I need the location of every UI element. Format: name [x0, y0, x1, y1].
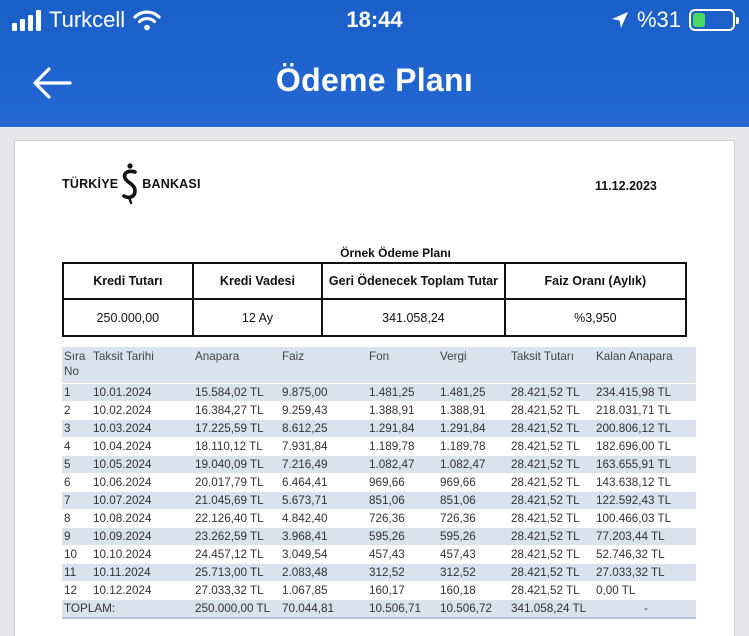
table-cell: 1.189,78	[367, 437, 438, 455]
table-row	[62, 563, 696, 581]
table-cell: 10.09.2024	[91, 527, 193, 545]
summary-header-amount: Kredi Tutarı	[63, 263, 193, 299]
table-cell: 10.04.2024	[91, 437, 193, 455]
table-cell: 7	[62, 491, 91, 509]
table-cell: 24.457,12 TL	[193, 545, 280, 563]
loan-summary-table	[62, 262, 687, 337]
table-cell: 100.466,03 TL	[594, 509, 696, 527]
total-cell: 70.044,81	[280, 599, 367, 618]
table-cell: 1.082,47	[367, 455, 438, 473]
table-cell: 20.017,79 TL	[193, 473, 280, 491]
table-cell: 21.045,69 TL	[193, 491, 280, 509]
summary-value-term: 12 Ay	[193, 299, 323, 336]
column-header-tax: Vergi	[438, 347, 509, 383]
column-header-sira	[62, 347, 91, 383]
summary-header-term: Kredi Vadesi	[193, 263, 323, 299]
table-row	[62, 455, 696, 473]
total-cell: 341.058,24 TL	[509, 599, 594, 618]
table-cell: 1.082,47	[438, 455, 509, 473]
table-cell: 28.421,52 TL	[509, 563, 594, 581]
table-cell: 10.08.2024	[91, 509, 193, 527]
table-cell: 6.464,41	[280, 473, 367, 491]
table-cell: 457,43	[438, 545, 509, 563]
app-header	[0, 0, 749, 127]
summary-value-rate: %3,950	[505, 299, 686, 336]
table-cell: 6	[62, 473, 91, 491]
table-cell: 1.291,84	[367, 419, 438, 437]
table-cell: 25.713,00 TL	[193, 563, 280, 581]
table-cell: 2.083,48	[280, 563, 367, 581]
bank-name-left: TÜRKİYE	[62, 177, 119, 191]
table-cell: 1.189,78	[438, 437, 509, 455]
table-row	[62, 527, 696, 545]
table-cell: 18.110,12 TL	[193, 437, 280, 455]
table-cell: 10.10.2024	[91, 545, 193, 563]
summary-header-total: Geri Ödenecek Toplam Tutar	[322, 263, 504, 299]
table-cell: 10.01.2024	[91, 383, 193, 401]
table-cell: 16.384,27 TL	[193, 401, 280, 419]
column-header-sira-line1: Sıra	[64, 350, 86, 363]
table-cell: 851,06	[438, 491, 509, 509]
table-cell: 22.126,40 TL	[193, 509, 280, 527]
table-cell: 160,17	[367, 581, 438, 599]
table-cell: 28.421,52 TL	[509, 401, 594, 419]
table-cell: 1.481,25	[438, 383, 509, 401]
table-cell: 851,06	[367, 491, 438, 509]
total-cell: -	[594, 599, 696, 618]
table-row	[62, 509, 696, 527]
table-cell: 969,66	[367, 473, 438, 491]
summary-value-amount: 250.000,00	[63, 299, 193, 336]
table-cell: 969,66	[438, 473, 509, 491]
battery-icon	[689, 9, 735, 31]
table-cell: 3.968,41	[280, 527, 367, 545]
table-cell: 10.02.2024	[91, 401, 193, 419]
column-header-interest: Faiz	[280, 347, 367, 383]
table-cell: 10	[62, 545, 91, 563]
table-cell: 10.07.2024	[91, 491, 193, 509]
table-row	[62, 491, 696, 509]
table-cell: 163.655,91 TL	[594, 455, 696, 473]
location-arrow-icon	[611, 11, 629, 29]
table-cell: 143.638,12 TL	[594, 473, 696, 491]
total-label: TOPLAM:	[62, 599, 193, 618]
table-cell: 17.225,59 TL	[193, 419, 280, 437]
table-cell: 595,26	[367, 527, 438, 545]
table-cell: 5	[62, 455, 91, 473]
table-row	[62, 437, 696, 455]
table-cell: 1.388,91	[367, 401, 438, 419]
table-cell: 77.203,44 TL	[594, 527, 696, 545]
table-cell: 3	[62, 419, 91, 437]
column-header-installment: Taksit Tutarı	[509, 347, 594, 383]
table-row	[62, 419, 696, 437]
table-cell: 5.673,71	[280, 491, 367, 509]
table-cell: 726,36	[367, 509, 438, 527]
table-cell: 27.033,32 TL	[594, 563, 696, 581]
column-header-remaining: Kalan Anapara	[594, 347, 696, 383]
table-cell: 234.415,98 TL	[594, 383, 696, 401]
table-cell: 7.216,49	[280, 455, 367, 473]
summary-value-total: 341.058,24	[322, 299, 504, 336]
table-cell: 28.421,52 TL	[509, 437, 594, 455]
table-cell: 15.584,02 TL	[193, 383, 280, 401]
table-cell: 1.291,84	[438, 419, 509, 437]
total-cell: 10.506,72	[438, 599, 509, 618]
table-cell: 12	[62, 581, 91, 599]
table-cell: 8.612,25	[280, 419, 367, 437]
table-cell: 160,18	[438, 581, 509, 599]
clock: 18:44	[346, 7, 403, 32]
table-cell: 19.040,09 TL	[193, 455, 280, 473]
document-date: 11.12.2023	[595, 179, 657, 193]
table-cell: 52.746,32 TL	[594, 545, 696, 563]
table-cell: 10.06.2024	[91, 473, 193, 491]
table-cell: 28.421,52 TL	[509, 419, 594, 437]
table-row	[62, 383, 696, 401]
table-cell: 27.033,32 TL	[193, 581, 280, 599]
table-cell: 312,52	[438, 563, 509, 581]
total-row	[62, 599, 696, 618]
installment-table	[62, 347, 696, 619]
page-title: Ödeme Planı	[275, 62, 474, 98]
table-cell: 1.388,91	[438, 401, 509, 419]
status-bar	[0, 0, 749, 42]
table-cell: 9.259,43	[280, 401, 367, 419]
table-cell: 3.049,54	[280, 545, 367, 563]
table-cell: 10.11.2024	[91, 563, 193, 581]
table-row	[62, 545, 696, 563]
table-cell: 726,36	[438, 509, 509, 527]
table-cell: 7.931,84	[280, 437, 367, 455]
table-cell: 0,00 TL	[594, 581, 696, 599]
table-cell: 200.806,12 TL	[594, 419, 696, 437]
table-cell: 218.031,71 TL	[594, 401, 696, 419]
table-cell: 9.875,00	[280, 383, 367, 401]
battery-percent: %31	[636, 7, 681, 32]
table-cell: 10.05.2024	[91, 455, 193, 473]
total-cell: 10.506,71	[367, 599, 438, 618]
table-cell: 2	[62, 401, 91, 419]
table-cell: 28.421,52 TL	[509, 581, 594, 599]
table-cell: 457,43	[367, 545, 438, 563]
table-cell: 8	[62, 509, 91, 527]
carrier-name: Turkcell	[49, 7, 126, 32]
bank-name-right: BANKASI	[142, 177, 201, 191]
table-cell: 595,26	[438, 527, 509, 545]
table-row	[62, 581, 696, 599]
table-cell: 28.421,52 TL	[509, 491, 594, 509]
table-row	[62, 401, 696, 419]
table-cell: 28.421,52 TL	[509, 527, 594, 545]
table-cell: 28.421,52 TL	[509, 545, 594, 563]
table-cell: 28.421,52 TL	[509, 473, 594, 491]
table-cell: 1	[62, 383, 91, 401]
table-cell: 10.12.2024	[91, 581, 193, 599]
table-cell: 4	[62, 437, 91, 455]
bank-logo	[62, 163, 201, 205]
table-cell: 28.421,52 TL	[509, 509, 594, 527]
column-header-date: Taksit Tarihi	[91, 347, 193, 383]
total-cell: 250.000,00 TL	[193, 599, 280, 618]
table-cell: 1.067,85	[280, 581, 367, 599]
table-row	[62, 473, 696, 491]
table-cell: 9	[62, 527, 91, 545]
table-cell: 1.481,25	[367, 383, 438, 401]
payment-plan-document	[14, 140, 735, 636]
column-header-principal: Anapara	[193, 347, 280, 383]
table-cell: 23.262,59 TL	[193, 527, 280, 545]
table-cell: 28.421,52 TL	[509, 455, 594, 473]
column-header-fund: Fon	[367, 347, 438, 383]
table-cell: 10.03.2024	[91, 419, 193, 437]
table-cell: 28.421,52 TL	[509, 383, 594, 401]
table-cell: 4.842,40	[280, 509, 367, 527]
table-cell: 122.592,43 TL	[594, 491, 696, 509]
column-header-sira-line2: No	[64, 365, 79, 378]
plan-title: Örnek Ödeme Planı	[340, 246, 451, 260]
bank-emblem-icon	[120, 163, 140, 205]
table-cell: 11	[62, 563, 91, 581]
table-cell: 182.696,00 TL	[594, 437, 696, 455]
summary-header-rate: Faiz Oranı (Aylık)	[505, 263, 686, 299]
table-cell: 312,52	[367, 563, 438, 581]
